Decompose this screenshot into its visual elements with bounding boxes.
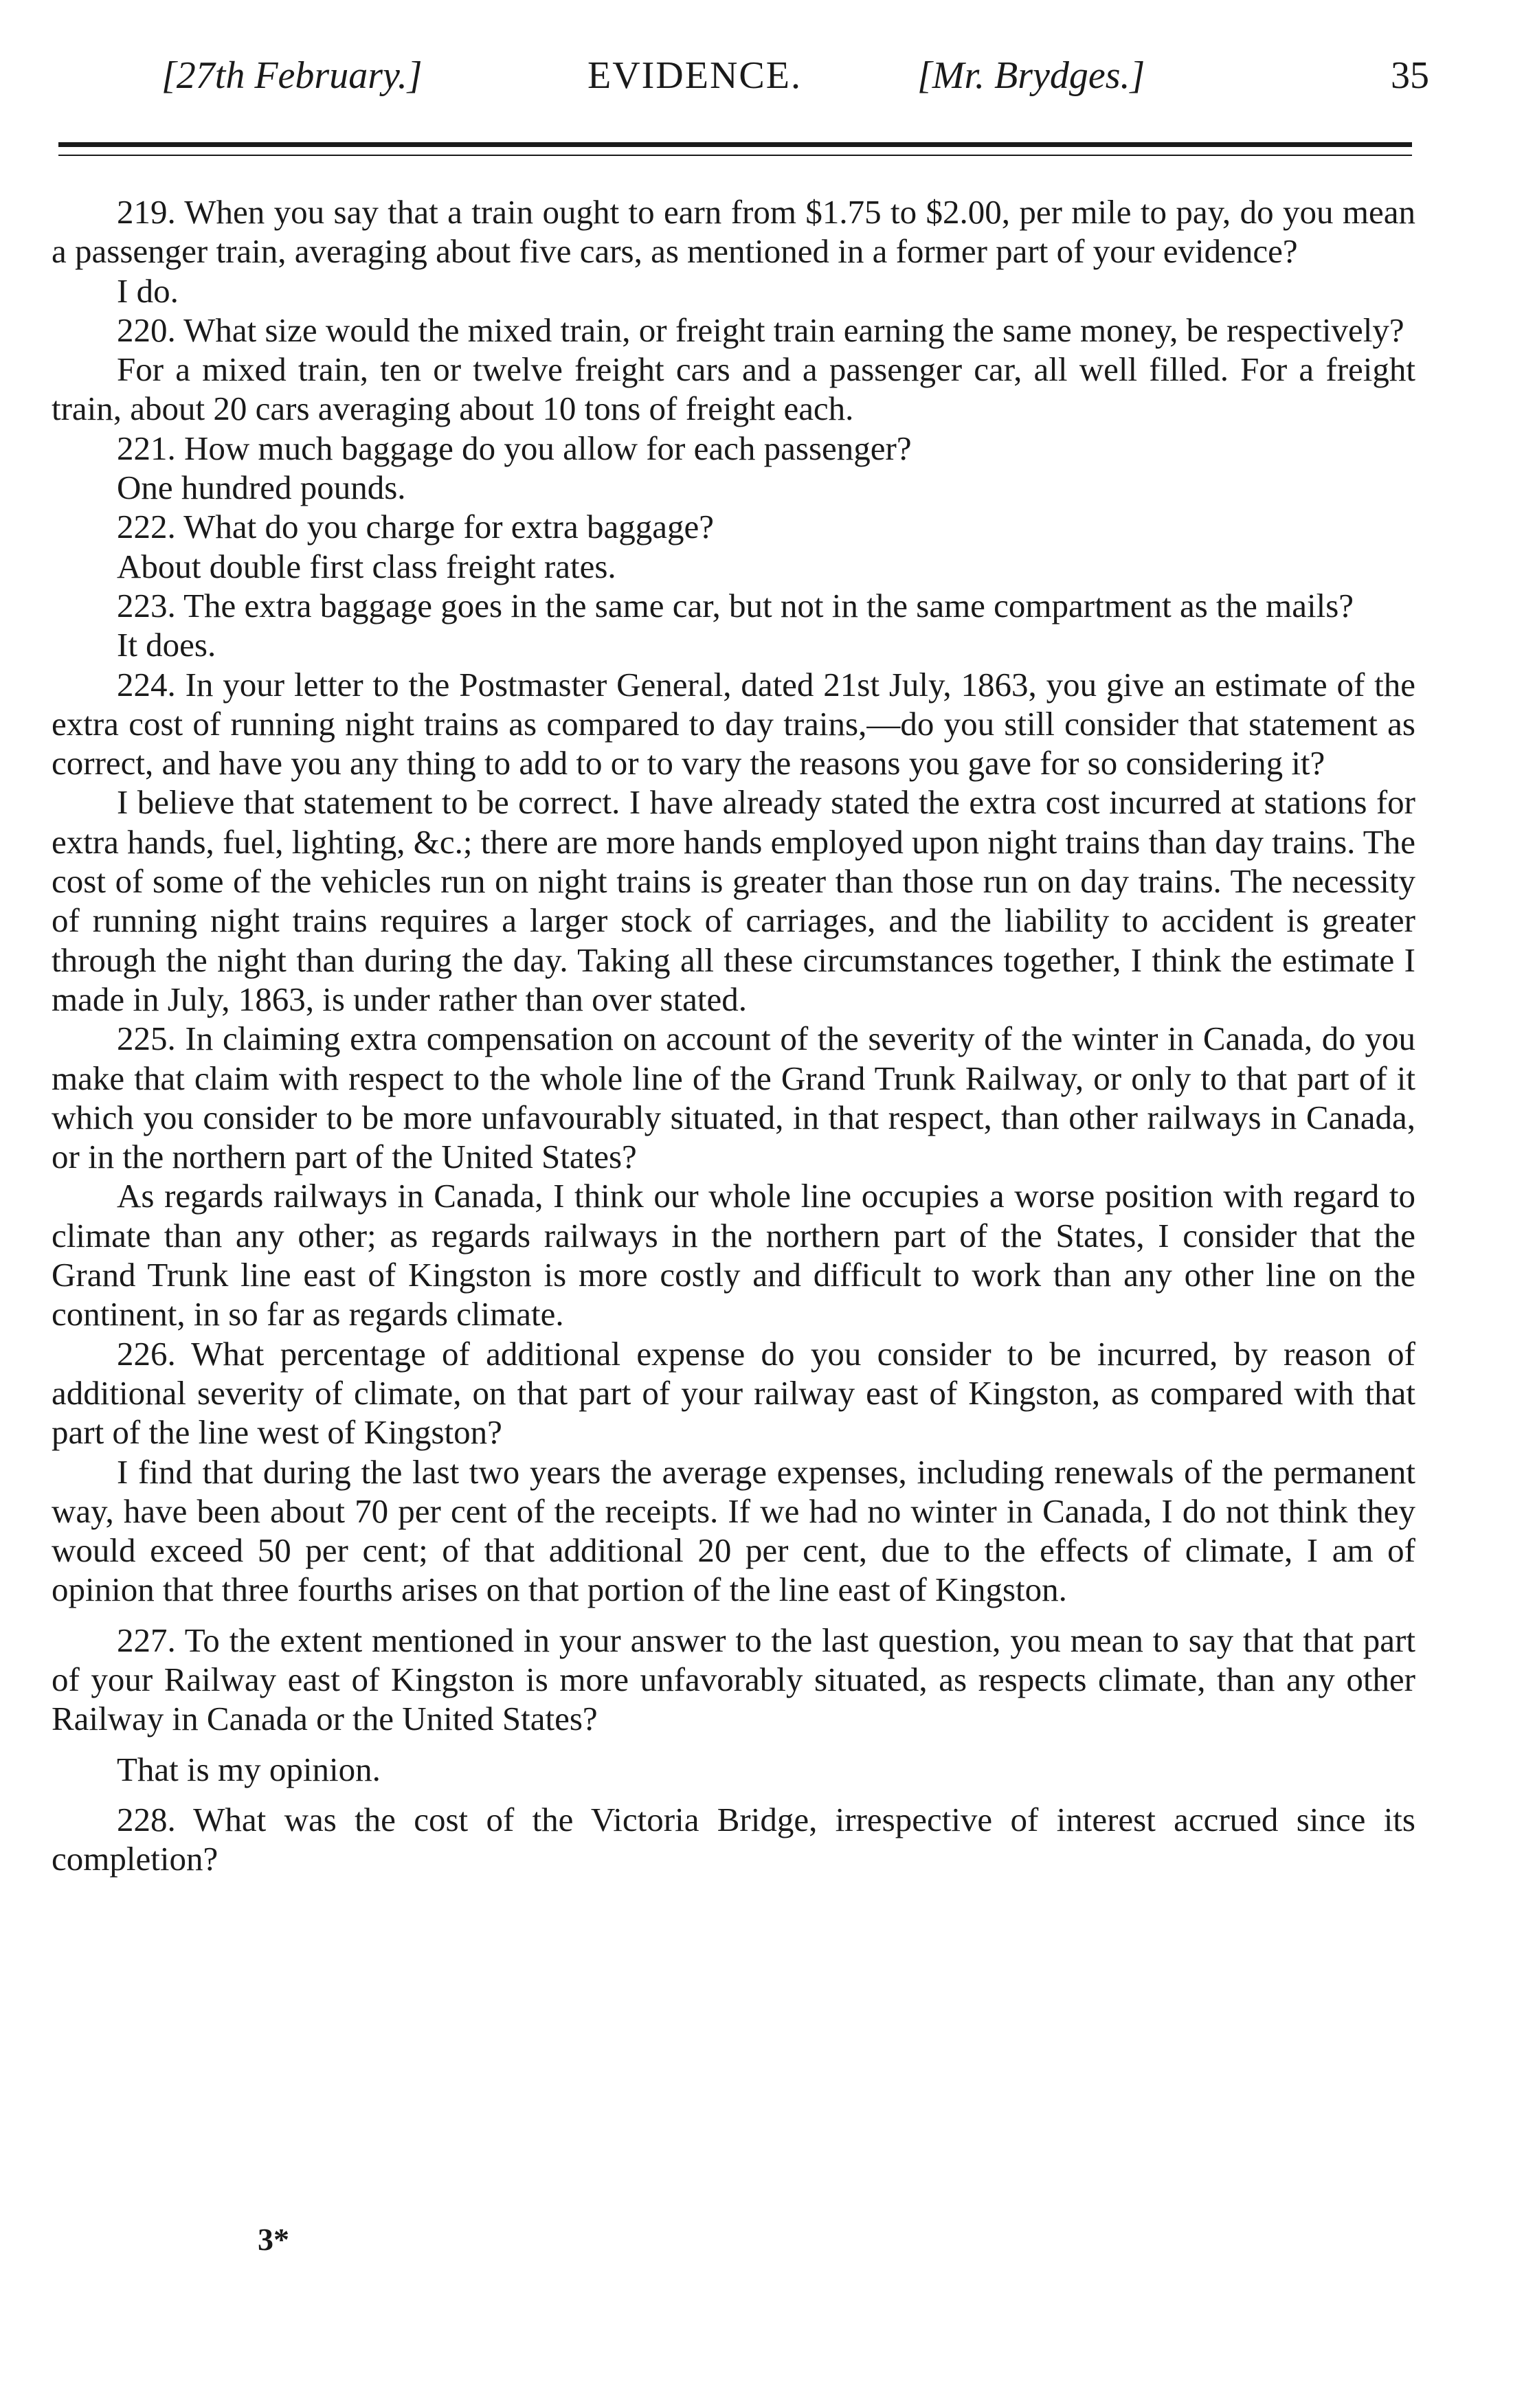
answer-223: It does. [117,626,216,664]
running-header [161,48,1429,103]
header-rule-thick [58,142,1412,147]
answer-220: For a mixed train, ten or twelve freight cars and a passenger car, all well filled. For a freight train, about 20 cars averaging about 10 tons of freight each. [52,350,1415,428]
answer-227: That is my opinion. [117,1750,381,1788]
header-rule-thin [58,155,1412,156]
page-number: 35 [1391,54,1429,97]
header-date: [27th February.] [161,54,423,97]
answer-222: About double first class freight rates. [117,547,616,585]
question-227: 227. To the extent mentioned in your answer to the last question, you mean to say that that part of your Railway east of Kingston is more unfavorably situated, as respects climate, than any other Railway in Canada or the United States? [52,1621,1415,1738]
question-220: 220. What size would the mixed train, or freight train earning the same money, be respectively? [117,311,1404,349]
question-224: 224. In your letter to the Postmaster General, dated 21st July, 1863, you give an estimate of the extra cost of running night trains as compared to day trains,—do you still consider that statement as correct, and have you any thing to add to or to vary the reasons you gave for so considering it? [52,665,1415,783]
question-223: 223. The extra baggage goes in the same car, but not in the same compartment as the mails? [117,586,1354,624]
question-225: 225. In claiming extra compensation on account of the severity of the winter in Canada, do you make that claim with respect to the whole line of the Grand Trunk Railway, or only to that part of it which you consider to be more unfavourably situated, in that respect, than other railways in Canada, or in the northern part of the United States? [52,1020,1415,1176]
answer-224: I believe that statement to be correct. I have already stated the extra cost incurred at stations for extra hands, fuel, lighting, &c.; there are more hands employed upon night trains than day trains. The cost of some of the vehicles run on night trains is greater than those run on day trains. The necessity of running night trains requires a larger stock of carriages, and the liability to accident is greater through the night than during the day. Taking all these circumstances together, I think the estimate I made in July, 1863, is under rather than over stated. [52,783,1415,1018]
header-witness: [Mr. Brydges.] [917,54,1145,97]
answer-226: I find that during the last two years the average expenses, including renewals of the permanent way, have been about 70 per cent of the receipts. If we had no winter in Canada, I do not think they would exceed 50 per cent; of that additional 20 per cent, due to the effects of climate, I am of opinion that three fourths arises on that portion of the line east of Kingston. [52,1452,1415,1609]
question-222: 222. What do you charge for extra baggage? [117,508,714,546]
evidence-body [52,192,1415,1878]
answer-225: As regards railways in Canada, I think our whole line occupies a worse position with regard to climate than any other; as regards railways in the northern part of the States, I consider that the Grand Trunk line east of Kingston is more costly and difficult to work than any other line on the continent, in so far as regards climate. [52,1177,1415,1334]
answer-219: I do. [117,271,179,310]
header-title: EVIDENCE. [587,54,802,97]
question-221: 221. How much baggage do you allow for each passenger? [117,429,912,467]
signature-mark: 3* [258,2222,289,2257]
question-219: 219. When you say that a train ought to earn from $1.75 to $2.00, per mile to pay, do you mean a passenger train, averaging about five cars, as mentioned in a former part of your evidence? [52,193,1415,271]
answer-221: One hundred pounds. [117,469,406,507]
question-226: 226. What percentage of additional expense do you consider to be incurred, by reason of additional severity of climate, on that part of your railway east of Kingston, as compared with that part of the line west of Kingston? [52,1334,1415,1452]
question-228: 228. What was the cost of the Victoria Bridge, irrespective of interest accrued since its completion? [52,1800,1415,1878]
